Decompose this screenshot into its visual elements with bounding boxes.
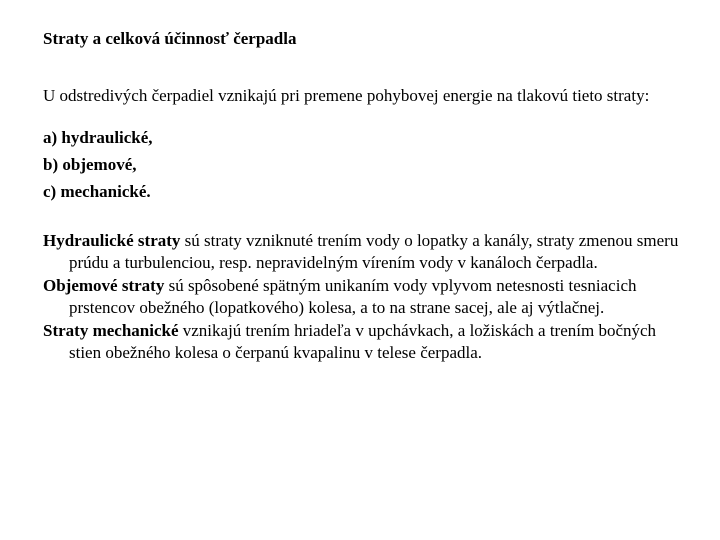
document-page: [43, 27, 683, 365]
list-item-mechanical: c) mechanické.: [43, 182, 151, 201]
page-title: Straty a celková účinnosť čerpadla: [43, 29, 297, 48]
definition-text: sú straty vzniknuté trením vody o lopatky a kanály, straty zmenou smeru prúdu a turbulenciou, resp. nepravidelným vírením vody v kanáloch čerpadla.: [69, 231, 679, 272]
definition-text: sú spôsobené spätným unikaním vody vplyvom netesnosti tesniacich prstencov obežného (lopatkového) kolesa, a to na strane sacej, ale aj výtlačnej.: [69, 276, 637, 317]
list-item-hydraulic: a) hydraulické,: [43, 128, 153, 147]
definition-volumetric: [43, 275, 683, 319]
definition-term: Hydraulické straty: [43, 231, 181, 250]
definition-text: vznikajú trením hriadeľa v upchávkach, a ložiskách a trením bočných stien obežného kolesa o čerpanú kvapalinu v telese čerpadla.: [69, 321, 657, 362]
definition-mechanical: [43, 320, 683, 364]
list-item-volumetric: b) objemové,: [43, 155, 137, 174]
definition-term: Objemové straty: [43, 276, 165, 295]
loss-types-list: [43, 124, 683, 205]
definitions-section: [43, 230, 683, 364]
definition-hydraulic: [43, 230, 683, 274]
intro-paragraph: U odstredivých čerpadiel vznikajú pri premene pohybovej energie na tlakovú tieto straty:: [43, 86, 650, 105]
definition-term: Straty mechanické: [43, 321, 179, 340]
